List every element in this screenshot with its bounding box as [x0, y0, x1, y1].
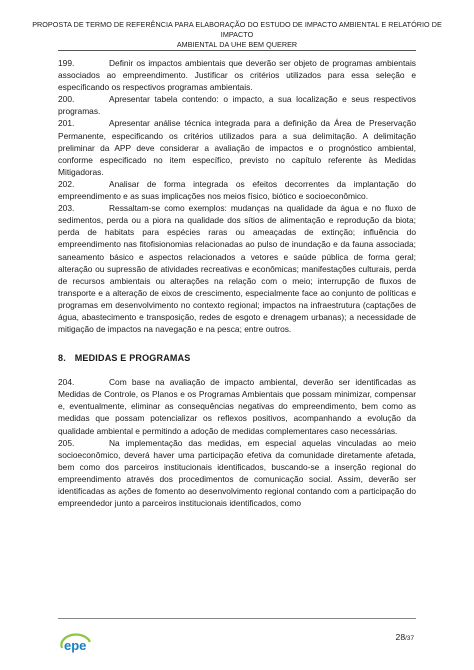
section-title: MEDIDAS E PROGRAMAS: [74, 353, 191, 364]
page-total: /37: [405, 635, 414, 642]
paragraph-number: 204.: [58, 377, 75, 388]
paragraph-group: [58, 57, 416, 335]
paragraph-number: 201.: [58, 118, 75, 129]
numbered-paragraph: [58, 93, 416, 117]
logo-text: epe: [64, 638, 87, 653]
numbered-paragraph: [58, 202, 416, 335]
paragraph-text: Apresentar análise técnica integrada para a definição da Área de Preservação Permanente, especificando os critérios utilizados para a sua delimitação. A delimitação preliminar da APP deve considerar a avaliação de impactos e o prognóstico ambiental, conforme especificado no item específico, previsto no capítulo referente às Medidas Mitigadoras.: [58, 118, 416, 177]
paragraph-text: Ressaltam-se como exemplos: mudanças na qualidade da água e no fluxo de sedimentos, perda ou a piora na qualidade dos sítios de alimentação e reprodução da biota; perda de habitats para espécies raras ou ameaçadas de extinção; influência do empreendimento nas fitofisionomias relacionadas ao pulso de inundação e da fauna associada; saneamento básico e aspectos relacionados a vetores e saúde pública de forma geral; alteração ou supressão de atividades recreativas e econômicas; manifestações culturais, perda de recursos ambientais ou alterações na relação com o meio; interrupção de fluxos de transporte e a alteração de eixos de crescimento, especialmente face ao conjunto de políticas e programas em desenvolvimento no contexto regional; impactos na infraestrutura (captações de água, abastecimento e transposição, redes de esgoto e drenagem urbanas); a necessidade de mitigação de impactos na navegação e na pesca; entre outros.: [58, 203, 416, 335]
epe-logo: [56, 628, 116, 662]
paragraph-text: Analisar de forma integrada os efeitos decorrentes da implantação do empreendimento e as suas implicações nos meios físico, biótico e socioeconômico.: [58, 178, 416, 202]
paragraph-text: Definir os impactos ambientais que deverão ser objeto de programas ambientais associados ao empreendimento. Justificar os critérios utilizados para essa seleção e especificando os respectivos programas ambientais.: [58, 58, 416, 93]
paragraph-text: Apresentar tabela contendo: o impacto, a sua localização e seus respectivos programas.: [58, 94, 416, 117]
header-line-2: AMBIENTAL DA UHE BEM QUERER: [176, 40, 298, 49]
numbered-paragraph: [58, 437, 416, 510]
header-line-1: PROPOSTA DE TERMO DE REFERÊNCIA PARA ELABORAÇÃO DO ESTUDO DE IMPACTO AMBIENTAL E RELATÓRIO DE IMPACTO: [32, 20, 442, 39]
paragraph-text: Na implementação das medidas, em especial aquelas vinculadas ao meio socioeconômico, deverá haver uma participação efetiva da comunidade diretamente afetada, bem como dos parceiros institucionais identificados, buscando-se a inserção regional do empreendimento através dos procedimentos de comunicação social. Assim, deverão ser identificadas as ações de fomento ao desenvolvimento regional contando com a participação do empreendedor junto a parceiros institucionais identificados, como: [58, 437, 416, 509]
header-divider: [58, 50, 416, 51]
paragraph-number: 205.: [58, 437, 75, 448]
document-body: [58, 57, 416, 509]
paragraph-number: 199.: [58, 58, 75, 68]
section-number: 8.: [58, 353, 66, 364]
page-current: 28: [395, 632, 406, 642]
page-number: [396, 632, 414, 642]
paragraph-number: 203.: [58, 203, 75, 214]
numbered-paragraph: [58, 57, 416, 93]
paragraph-number: 202.: [58, 178, 75, 189]
footer-divider: [58, 618, 416, 619]
page-header: [20, 20, 454, 50]
section-heading: [58, 353, 416, 363]
paragraph-number: 200.: [58, 94, 75, 105]
paragraph-group: [58, 376, 416, 509]
numbered-paragraph: [58, 376, 416, 436]
numbered-paragraph: [58, 117, 416, 177]
paragraph-text: Com base na avaliação de impacto ambiental, deverão ser identificadas as Medidas de Controle, os Planos e os Programas Ambientais que possam minimizar, compensar e, eventualmente, eliminar as consequências negativas do empreendimento, bem como as medidas que possam potencializar os reflexos positivos, acompanhando a evolução da qualidade ambiental e permitindo a adoção de medidas complementares caso necessárias.: [58, 377, 416, 436]
numbered-paragraph: [58, 178, 416, 202]
